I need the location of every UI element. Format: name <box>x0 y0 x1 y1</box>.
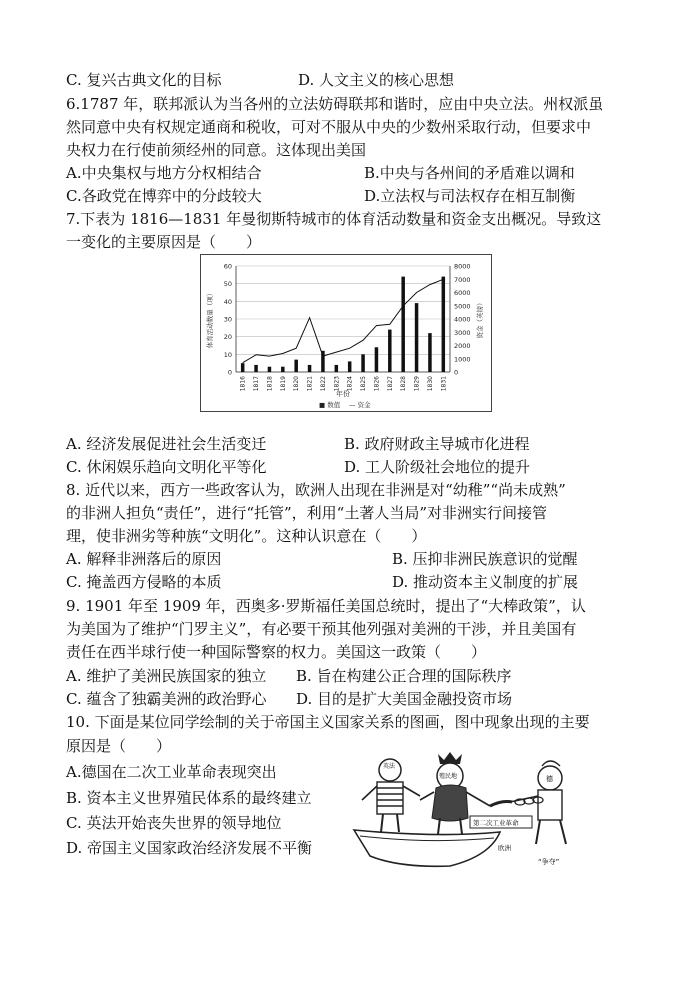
q6-option-c: C.各政党在博弈中的分歧较大 <box>66 187 262 205</box>
q6-option-d: D.立法权与司法权存在相互制衡 <box>364 187 576 205</box>
x-tick-label: 1830 <box>426 376 434 392</box>
q5-option-d: D. 人文主义的核心思想 <box>298 71 455 89</box>
q6-option-b: B.中央与各州间的矛盾难以调和 <box>364 164 575 182</box>
label-zhengduo: “争夺” <box>538 858 560 866</box>
y2-tick-label: 8000 <box>454 262 471 271</box>
q7-chart <box>200 254 492 412</box>
x-tick-label: 1823 <box>333 376 341 392</box>
y-tick-label: 30 <box>223 315 232 324</box>
x-tick-label: 1817 <box>253 376 261 392</box>
q5-option-c: C. 复兴古典文化的目标 <box>66 71 222 89</box>
bar-1818 <box>268 367 272 372</box>
q9-option-a: A. 维护了美洲民族国家的独立 <box>66 667 267 685</box>
q8-option-c: C. 掩盖西方侵略的本质 <box>66 573 222 591</box>
y2-tick-label: 7000 <box>454 275 471 284</box>
label-colony: 殖民地 <box>439 773 458 780</box>
q7-chart-svg <box>200 254 492 412</box>
x-tick-label: 1825 <box>360 376 368 392</box>
q8-option-d: D. 推动资本主义制度的扩展 <box>392 573 579 591</box>
bar-1820 <box>294 360 298 372</box>
label-ouzhou: 欧洲 <box>498 844 511 852</box>
bar-1831 <box>442 277 446 372</box>
y-tick-label: 40 <box>223 297 232 306</box>
q8-stem-line-2: 的非洲人担负“责任”，进行“托管”，利用“土著人当局”对非洲实行间接管 <box>66 504 548 522</box>
label-yingfa: 英法 <box>383 763 396 770</box>
q8-option-b: B. 压抑非洲民族意识的觉醒 <box>392 550 578 568</box>
y2-tick-label: 1000 <box>454 355 471 364</box>
y-tick-label: 20 <box>223 333 232 342</box>
label-gongye: 第二次工业革命 <box>473 819 519 827</box>
bar-1826 <box>375 347 379 372</box>
q9-stem-line-2: 为美国为了维护“门罗主义”，有必要干预其他列强对美洲的干涉，并且美国有 <box>66 620 577 638</box>
x-tick-label: 1831 <box>440 376 448 392</box>
x-tick-label: 1819 <box>279 376 287 392</box>
y2-tick-label: 5000 <box>454 302 471 311</box>
boat <box>354 830 500 866</box>
x-tick-label: 1824 <box>346 376 354 392</box>
q10-cartoon <box>350 752 600 874</box>
y-tick-label: 10 <box>223 350 232 359</box>
q7-stem-line-2: 一变化的主要原因是（ ） <box>66 233 262 251</box>
x-tick-label: 1821 <box>306 376 314 392</box>
q8-stem-line-3: 理，使非洲劣等种族“文明化”。这种认识意在（ ） <box>66 527 427 545</box>
y2-tick-label: 3000 <box>454 328 471 337</box>
q10-option-b: B. 资本主义世界殖民体系的最终建立 <box>66 789 312 807</box>
q7-option-b: B. 政府财政主导城市化进程 <box>344 435 530 453</box>
x-tick-label: 1829 <box>413 376 421 392</box>
bar-1827 <box>388 330 392 372</box>
bar-1817 <box>254 365 258 372</box>
q10-stem-line-1: 10. 下面是某位同学绘制的关于帝国主义国家关系的图画，图中现象出现的主要 <box>66 713 590 731</box>
q6-stem-line-3: 央权力在行使前须经州的同意。这体现出美国 <box>66 141 367 159</box>
bar-1830 <box>428 333 432 372</box>
y-tick-label: 60 <box>223 262 232 271</box>
q8-stem-line-1: 8. 近代以来，西方一些政客认为，欧洲人出现在非洲是对“幼稚”“尚未成熟” <box>66 481 566 499</box>
q9-stem-line-1: 9. 1901 年至 1909 年，西奥多·罗斯福任美国总统时，提出了“大棒政策”，认 <box>66 597 586 615</box>
y2-tick-label: 0 <box>454 368 459 377</box>
bar-1829 <box>415 303 419 372</box>
q7-option-d: D. 工人阶级社会地位的提升 <box>344 458 531 476</box>
q9-stem-line-3: 责任在西半球行使一种国际警察的权力。美国这一政策（ ） <box>66 643 487 661</box>
bar-1816 <box>241 363 245 372</box>
q10-option-c: C. 英法开始丧失世界的领导地位 <box>66 814 282 832</box>
q9-option-c: C. 蕴含了独霸美洲的政治野心 <box>66 690 267 708</box>
bar-1828 <box>401 277 405 372</box>
q7-stem-line-1: 7.下表为 1816—1831 年曼彻斯特城市的体育活动数量和资金支出概况。导致这 <box>66 210 602 228</box>
cartoon-svg <box>350 752 600 874</box>
x-tick-label: 1818 <box>266 376 274 392</box>
y2-tick-label: 4000 <box>454 315 471 324</box>
bar-1819 <box>281 367 285 372</box>
y2-tick-label: 2000 <box>454 342 471 350</box>
q10-option-d: D. 帝国主义国家政治经济发展不平衡 <box>66 839 313 857</box>
x-tick-label: 1816 <box>239 376 247 392</box>
bar-1825 <box>361 354 365 372</box>
x-tick-label: 1827 <box>386 376 394 392</box>
legend-line: — 资金 <box>349 401 371 409</box>
q10-option-a: A.德国在二次工业革命表现突出 <box>66 763 277 781</box>
x-tick-label: 1822 <box>319 376 327 392</box>
y2-tick-label: 6000 <box>454 289 471 297</box>
x-tick-label: 1828 <box>400 376 408 392</box>
q6-option-a: A.中央集权与地方分权相结合 <box>66 164 262 182</box>
y-axis-title: 体育活动数量（项） <box>206 289 214 349</box>
rope <box>490 802 512 807</box>
x-tick-label: 1820 <box>293 376 301 392</box>
legend-bars: ■ 数值 <box>319 401 341 409</box>
y-tick-label: 0 <box>227 368 232 377</box>
bar-1824 <box>348 361 352 372</box>
y2-axis-title: 资金（英镑） <box>476 299 484 339</box>
q10-stem-line-2: 原因是（ ） <box>66 737 172 755</box>
label-de: 德 <box>546 775 553 783</box>
q7-option-c: C. 休闲娱乐趋向文明化平等化 <box>66 458 267 476</box>
bar-1821 <box>308 365 312 372</box>
bar-1823 <box>335 365 339 372</box>
q8-option-a: A. 解释非洲落后的原因 <box>66 550 222 568</box>
x-axis-title: 年份 <box>336 390 350 398</box>
q6-stem-line-1: 6.1787 年，联邦派认为当各州的立法妨碍联邦和谐时，应由中央立法。州权派虽 <box>66 95 604 113</box>
q9-option-b: B. 旨在构建公正合理的国际秩序 <box>296 667 512 685</box>
y-tick-label: 50 <box>223 280 232 289</box>
x-tick-label: 1826 <box>373 376 381 392</box>
q9-option-d: D. 目的是扩大美国金融投资市场 <box>296 690 513 708</box>
q6-stem-line-2: 然同意中央有权规定通商和税收，可对不服从中央的少数州采取行动，但要求中 <box>66 118 592 136</box>
q7-option-a: A. 经济发展促进社会生活变迁 <box>66 435 267 453</box>
